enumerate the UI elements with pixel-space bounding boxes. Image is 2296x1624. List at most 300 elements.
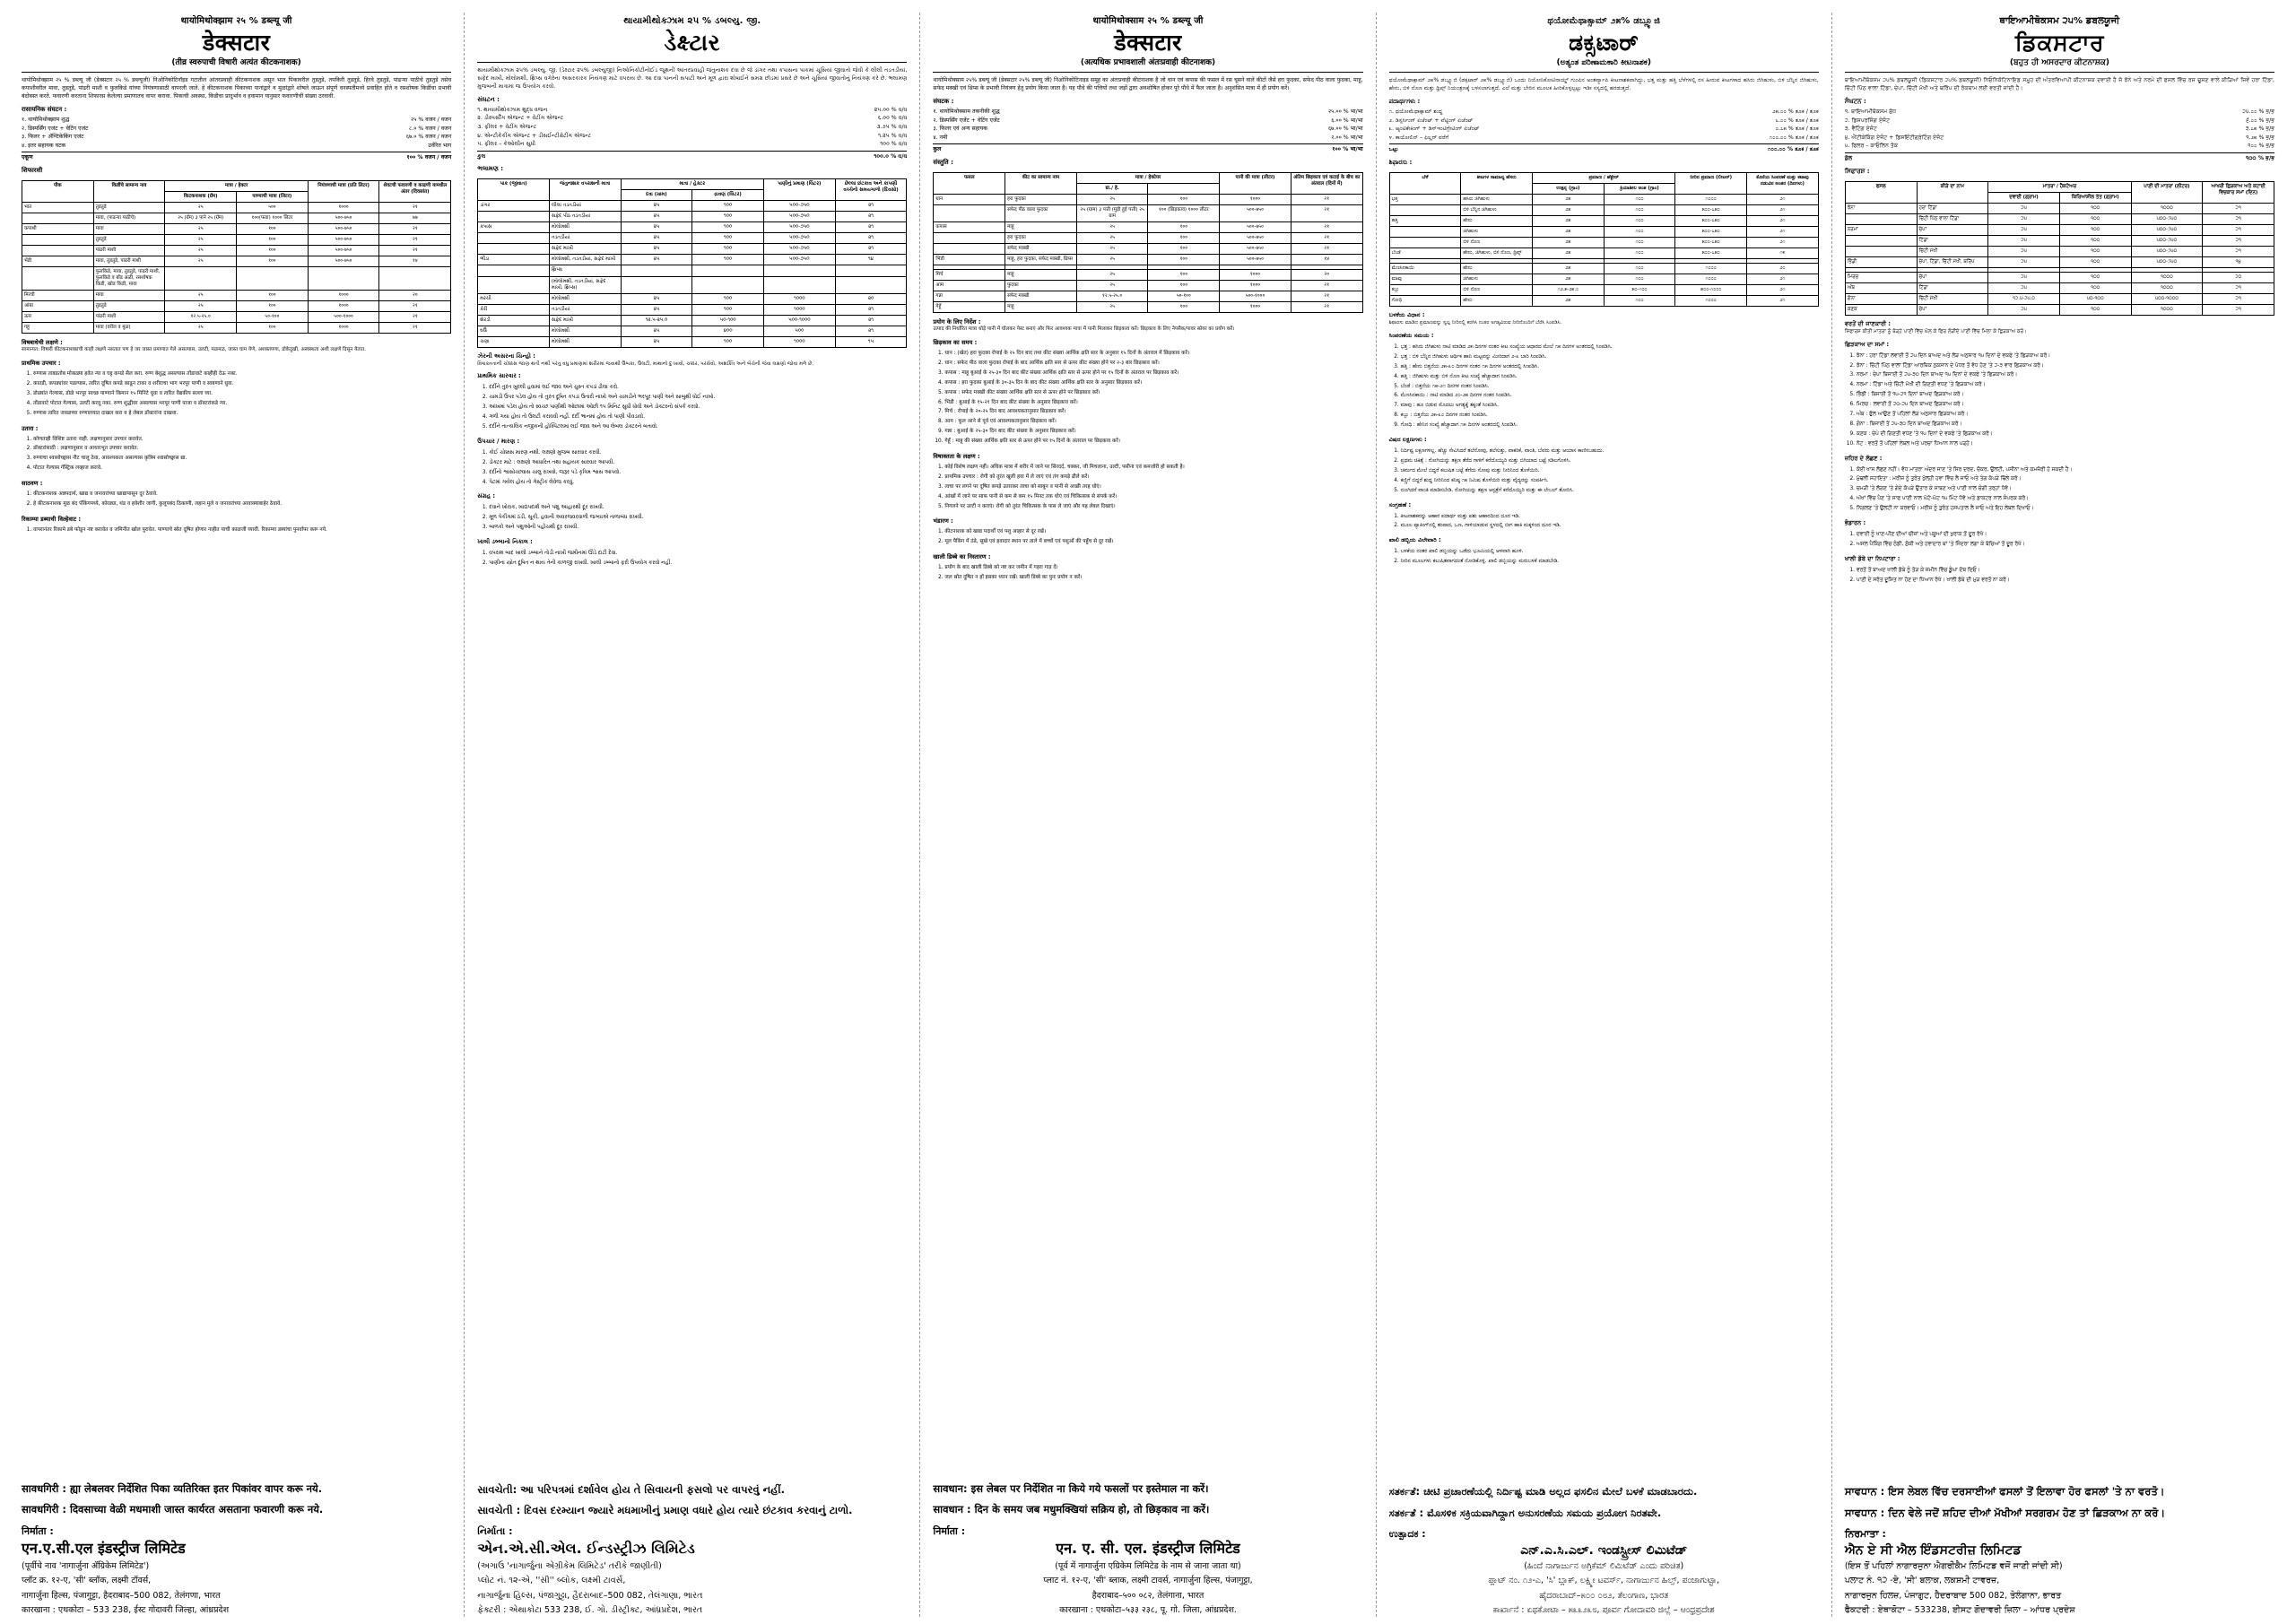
list-item: 3. ਚਮੜੀ 'ਤੇ ਲੱਗਣ 'ਤੇ ਗੰਦੇ ਕੱਪੜੇ ਉਤਾਰ ਕੇ ਸਾਬਣ ਅਤੇ ਪਾਣੀ ਨਾਲ ਚੰਗੀ ਤਰ੍ਹਾਂ ਧੋਵੋ।: [1857, 485, 2274, 492]
cell-water: ૫૦૦-૭૫૦: [763, 244, 835, 255]
list-item: 2. ಭತ್ತ : ಬಿಳಿ ಬೆನ್ನಿನ ಜಿಗಿಹುಳು ಆರ್ಥಿಕ ಹಾನಿ ಮಟ್ಟವನ್ನು ಮೀರಿದಾಗ ೨-೩ ಬಾರಿ ಸಿಂಪಡಿಸಿ.: [1401, 353, 1819, 360]
composition-key: ੨. ਡਿਸਪਰਸਿੰਗ ਏਜੰਟ: [1844, 117, 1891, 124]
product-brand-name: ਡਿਕਸਟਾਰ: [2014, 29, 2104, 56]
cell-phi: [835, 276, 907, 293]
cell-dose: ૧૨.૫-૨૫.૦: [621, 315, 692, 326]
cell-pest: ಹೇನು: [1461, 264, 1533, 274]
cell-phi: २१: [1291, 244, 1362, 255]
cell-ai: ૧૦૦: [692, 336, 764, 347]
cell-phi: ૨૧: [835, 233, 907, 244]
disposal-list: [1389, 548, 1819, 568]
symptoms-title: विषबाधेची लक्षणे :: [22, 339, 63, 347]
composition-key: ੧. ਥਾਇਆਮੀਥੋਕਸਮ ਸ਼ੁੱਧ: [1844, 108, 1897, 115]
cell-pest: મોલોમશી, તડતડીયાં, સફેદ માખી: [549, 255, 621, 265]
cell-pest: माहू: [1005, 222, 1077, 233]
cell-ai: १००: [1148, 302, 1220, 313]
cell-dose: ੧੨.੫-੨੫.੦: [1988, 293, 2060, 304]
table-row: [934, 244, 1362, 255]
cell-ai: ૧૦૦: [692, 222, 764, 233]
th-pest: ਕੀੜੇ ਦਾ ਨਾਮ: [1917, 181, 1988, 203]
cell-pest: पांढरी माशी: [93, 312, 165, 323]
cell-ai: ೧೦೦: [1604, 205, 1675, 216]
th-crop: ಬೆಳೆ: [1389, 173, 1461, 195]
th-phi: ಕೊನೆಯ ಸಿಂಪರಣೆ ಮತ್ತು ಕಟಾವು ನಡುವಿನ ಅಂತರ (ದಿನಗಳು): [1747, 173, 1819, 195]
first-aid-list: [22, 370, 451, 419]
cell-phi: २१: [379, 246, 451, 256]
composition-total-value: ૧૦૦.૦ % વ/વ: [874, 152, 908, 160]
cell-pest: લીલા તડતડીયાં: [549, 201, 621, 212]
manufacturer-address-line: નાગાર્જુના હિલ્સ, પંજાગુટ્ટા, હૈદરાબાદ–500 082, તેલંગાણા, ભારત: [477, 1590, 703, 1601]
warning-line-1: सावधगिरी : ह्या लेबलवर निर्देशित पिका व्यतिरिक्त इतर पिकांवर वापर करू नये.: [22, 1481, 323, 1495]
cell-pest: ಹೇನು, ಜಿಗಿಹುಳು, ಬಿಳಿ ನೊಣ, ಥ್ರಿಪ್ಸ್: [1461, 248, 1533, 259]
symptoms-text: सामान्यत: विषारी कीटकनाशकाची काही लक्षणे नसतात पण हे जर जास्त प्रमाणात गेले असल्यास, उलटी, मळमळ, जास्त घाम येणे, अशक्तपणा, डोकेदुखी, अस्वस्थता अशी लक्षणे दिसून येतात.: [22, 347, 366, 353]
table-row: [478, 326, 907, 336]
cell-pest: ಬಿಳಿ ಬೆನ್ನಿನ ಜಿಗಿಹುಳು: [1461, 205, 1533, 216]
disposal-title: ખાલી ડબ્બાનો નિકાલ :: [477, 538, 533, 546]
product-brand-name: डेक्सटार: [202, 29, 271, 56]
list-item: 1. धान : (खेत) हरा फुदका रोपाई के २५ दिन बाद तथा कीट संख्या आर्थिक क्षति स्तर के अनुसार १५ दिनों के अंतराल में छिड़काव करें।: [944, 350, 1362, 357]
cell-ai: ೧೦೦: [1604, 274, 1675, 285]
cell-pest: पांढरी माशी: [93, 246, 165, 256]
table-header-row: [934, 173, 1362, 184]
composition-value: ६.०० % भा/भा: [1331, 117, 1363, 124]
cell-water: ૧૦૦૦: [763, 293, 835, 304]
composition-key: ૫. ફીલર – કેઓલીન સુધી: [477, 141, 536, 148]
cell-crop: मिरची: [22, 291, 94, 301]
cell-phi: ೨೧: [1747, 227, 1819, 238]
composition-title: ਸੰਘਟਨ :: [1844, 97, 1866, 105]
cell-water: ੧੦੦੦: [2131, 282, 2203, 293]
list-item: 4. ಕಣ್ಣಿಗೆ ಬಿದ್ದರೆ ಶುದ್ಧ ನೀರಿನಿಂದ ಕನಿಷ್ಠ ೧೫ ನಿಮಿಷ ತೊಳೆಯಿರಿ ಮತ್ತು ವೈದ್ಯರನ್ನು ಸಂಪರ್ಕಿಸಿ.: [1401, 477, 1819, 484]
cell-phi: ੨੧: [2203, 282, 2274, 293]
cell-pest: हरा फुदका: [1005, 233, 1077, 244]
cell-phi: ೨೦: [1747, 264, 1819, 274]
composition-key: ૧. થાયામીથોક્ઝામ શુદ્ધ વજન: [477, 106, 548, 113]
cell-ai: १००: [1148, 222, 1220, 233]
cell-crop: ಗೋಧಿ: [1389, 296, 1461, 307]
antidote-list: [477, 449, 907, 489]
column-footer: [933, 1476, 1362, 1617]
product-brand-name: ડેક્ષ્ટાર: [664, 29, 721, 56]
table-row: [1389, 296, 1818, 307]
column-spacer: [1845, 586, 2274, 1476]
th-pest: कीट का सामान्य नाम: [1005, 173, 1077, 195]
manufacturer-label: ಉತ್ಪಾದಕ :: [1388, 1527, 1426, 1540]
cell-dose: ೧೨.೫-೨೫.೦: [1532, 285, 1604, 296]
th-dose: मात्रा / हेक्टेयर: [1076, 173, 1219, 184]
cell-crop: [934, 205, 1005, 222]
cell-ai: ૧૦૦: [692, 244, 764, 255]
symptoms-list: [1845, 466, 2274, 515]
cell-crop: ಮಾವು: [1389, 274, 1461, 285]
cell-phi: २१: [379, 323, 451, 334]
cell-pest: ಜಿಗಿಹುಳು: [1461, 274, 1533, 285]
recommendation-table: [22, 180, 451, 334]
table-body: [1389, 195, 1818, 307]
composition-value: ૧.૨૫ % વ/વ: [878, 132, 908, 139]
list-item: 5. ನುಂಗಿದರೆ ವಾಂತಿ ಮಾಡಿಸಬೇಡಿ. ರೋಗಿಯನ್ನು ತಕ್ಷಣ ಆಸ್ಪತ್ರೆಗೆ ಕರೆದೊಯ್ಯಿರಿ ಮತ್ತು ಈ ಲೇಬಲ್ ತೋರಿಸಿ.: [1401, 487, 1819, 494]
spray-timing-title: ਛਿੜਕਾਅ ਦਾ ਸਮਾਂ :: [1844, 340, 1889, 348]
cell-crop: कपास: [934, 222, 1005, 233]
th-dose-water: દ્રાવણ (લિટર): [692, 190, 764, 201]
cell-phi: ૨૧: [835, 222, 907, 233]
th-water: नियंत्रणाची मात्रा (प्रति लिटर): [308, 181, 379, 203]
list-item: 1. कोणताही विशिष्ट उतारा नाही. लक्षणानुसार उपचार करावेत.: [33, 436, 451, 443]
cell-phi: ੨੧: [2203, 304, 2274, 315]
cell-water: ೧೦೦೦: [1675, 274, 1747, 285]
table-row: [1389, 227, 1818, 238]
th-water: पानी की मात्रा (लीटर): [1220, 173, 1292, 195]
list-item: 5. कपास : सफेद मक्खी कीट संख्या आर्थिक क्षति स्तर से ऊपर होने पर छिड़काव करें।: [944, 389, 1362, 396]
cell-ai: ੧੦੦: [2059, 304, 2131, 315]
composition-value: ೦.೭೫ % ತೂಕ / ತೂಕ: [1775, 126, 1819, 133]
cell-phi: २०: [1291, 270, 1362, 281]
factory-address: ફેક્ટરી : એથાકોટા 533 238, ઈ. ગો. ડીસ્ટ્રીક્ટ, આંધ્રપ્રદેશ, ભારત: [477, 1604, 703, 1615]
cell-pest: તડતડીયાં: [549, 233, 621, 244]
list-item: 1. रुग्णास ताबडतोब मोकळ्या हवेत न्या व घट्ट कपडे सैल करा. रुग्ण बेशुद्ध असल्यास तोंडावाटे काहीही देऊ नका.: [33, 370, 451, 378]
list-item: 1. દર્દીને તુરંત ખુલ્લી હવામાં લઈ જાવ અને ચુસ્ત કપડાં ઢીલા કરો.: [489, 384, 907, 391]
cell-phi: ७७: [379, 213, 451, 224]
table-row: [478, 255, 907, 265]
cell-ai: १००: [1148, 195, 1220, 205]
column-spacer: [477, 569, 907, 1473]
th-dose-water: [1148, 184, 1220, 195]
cell-water: १०००: [1220, 270, 1292, 281]
cell-crop: ಕಬ್ಬು: [1389, 285, 1461, 296]
manufacturer-name: ਐਨ ਏ ਸੀ ਐਲ ਇੰਡਸਟਰੀਜ਼ ਲਿਮਿਟਡ: [1844, 1542, 2022, 1558]
warning-line-1: सावधान: इस लेबल पर निर्देशित ना किये गये फसलों पर इस्तेमाल ना करें।: [933, 1481, 1209, 1495]
th-pest: ಕೀಟಗಳ ಸಾಮಾನ್ಯ ಹೆಸರು: [1461, 173, 1533, 195]
cell-phi: ૨૧: [835, 315, 907, 326]
list-item: 1. ਝੋਨਾ : ਹਰਾ ਟਿੱਡਾ ਲਵਾਈ ਤੋਂ ੨੫ ਦਿਨ ਬਾਅਦ ਅਤੇ ਲੋੜ ਅਨੁਸਾਰ ੧੫ ਦਿਨਾਂ ਦੇ ਵਕਫੇ 'ਤੇ ਛਿੜਕਾਅ ਕਰੋ।: [1857, 352, 2274, 360]
composition-key: ૩. ફીલર + વેટીંગ એજન્ટ: [477, 123, 537, 130]
list-item: 2. धान : सफेद पीठ वाला फुदका रोपाई के बाद आर्थिक क्षति स्तर से ऊपर कीट संख्या होने पर २-३ बार छिड़काव करें।: [944, 360, 1362, 367]
cell-dose: ೨೫: [1532, 264, 1604, 274]
cell-water: ५००-१०००: [308, 312, 379, 323]
composition-value: ੩.೭೫ % ਭ/ਭ: [2245, 126, 2275, 133]
cell-phi: २१: [1291, 281, 1362, 291]
cell-ai: [692, 276, 764, 293]
composition-title: સંઘટન :: [477, 95, 500, 103]
composition-list: [1389, 108, 1819, 154]
cell-dose: ૨૫: [621, 233, 692, 244]
cell-phi: २१: [1291, 195, 1362, 205]
column-header: [477, 16, 907, 58]
cell-ai: ૧૦૦: [692, 304, 764, 315]
cell-water: ੧੦੦੦: [2131, 304, 2203, 315]
th-phi: ਆਖਰੀ ਛਿੜਕਾਅ ਅਤੇ ਕਟਾਈ ਵਿਚਕਾਰ ਸਮਾਂ (ਦਿਨ): [2203, 181, 2274, 203]
product-subtitle: (ਬਹੁਤ ਹੀ ਅਸਰਦਾਰ ਕੀਟਨਾਸ਼ਕ): [2009, 57, 2109, 67]
leaflet-column-punjabi: [1832, 13, 2287, 1617]
composition-value: ६७.०० % भा/भा: [1327, 126, 1363, 133]
leaflet-column-hindi: [920, 13, 1376, 1617]
cell-water: ੫੦੦-੭੫੦: [2131, 224, 2203, 235]
leaflet-column-kannada: [1377, 13, 1832, 1617]
cell-crop: [478, 276, 550, 293]
table-row: [1389, 205, 1818, 216]
column-header: [1845, 16, 2274, 68]
cell-ai: १००(फवा) १००० लिटर: [237, 213, 309, 224]
composition-total-key: ಒಟ್ಟು: [1388, 146, 1399, 153]
list-item: 8. आम : फूल आने से पूर्व एवं आवश्यकतानुसार छिड़काव करें।: [944, 418, 1362, 425]
cell-phi: ૨૧: [835, 201, 907, 212]
composition-key: ४. नमी: [933, 134, 948, 141]
manufacturer-former-name: (અગાઉ 'નાગાર્જુના એગ્રીકેમ લિમિટેડ' તરીકે જાણીતી): [477, 1561, 662, 1571]
cell-pest: ਟਿੱਡਾ: [1917, 282, 1988, 293]
cell-crop: ચણા: [478, 336, 550, 347]
list-item: 1. प्रयोग के बाद खाली डिब्बे को नष्ट कर जमीन में गहरा गाड़ दें।: [944, 564, 1362, 571]
list-item: 1. ਵਰਤੋਂ ਤੋਂ ਬਾਅਦ ਖਾਲੀ ਡੱਬੇ ਨੂੰ ਤੋੜ ਕੇ ਜ਼ਮੀਨ ਵਿੱਚ ਡੂੰਘਾ ਦੱਬ ਦਿਓ।: [1857, 567, 2274, 574]
warning-line-2: सावधान : दिन के समय जब मधुमक्खियां सक्रिय हो, तो छिड़काव ना करें।: [933, 1502, 1210, 1515]
composition-value: २५ % वजन / वजन: [411, 116, 452, 123]
cell-crop: [934, 244, 1005, 255]
cell-phi: २१: [379, 203, 451, 213]
th-dose-product: ग्रा./ हे.: [1076, 184, 1148, 195]
table-row: [478, 276, 907, 293]
cell-dose: ૨૫: [621, 222, 692, 233]
cell-pest: ਚਿੱਟੀ ਮੱਖੀ: [1917, 293, 1988, 304]
cell-pest: तुडतुडे: [93, 203, 165, 213]
table-body: [1845, 203, 2274, 315]
cell-pest: तुडतुडे: [93, 301, 165, 312]
cell-ai: १००: [237, 246, 309, 256]
cell-dose: २५: [165, 256, 237, 267]
cell-crop: ਅੰਬ: [1845, 282, 1917, 293]
cell-phi: ೨೧: [1747, 238, 1819, 248]
manufacturer-label: निर्माता :: [933, 1525, 966, 1538]
cell-water: ५००-७५०: [308, 246, 379, 256]
composition-key: १. थायोमिथोक्साम तकनीकी शुद्ध: [933, 108, 1000, 115]
composition-value: २.०० % भा/भा: [1331, 134, 1363, 141]
th-dose-ai: ਕਿਰਿਆਸ਼ੀਲ ਤੱਤ (ਗ੍ਰਾਮ): [2059, 192, 2131, 203]
table-row: [478, 201, 907, 212]
recommendation-title: शिफारशी: [22, 167, 43, 174]
manufacturer-address-line: हैदराबाद–५०० ०८२, तेलंगाना, भारत: [1091, 1590, 1205, 1601]
intro-paragraph: ಥಯೋಮೆಥಾಕ್ಸಾಮ್ ೨೫% ಡಬ್ಲ್ಯೂಜಿ (ಡಕ್ಸಟಾರ್ ೨೫% ಡಬ್ಲ್ಯೂಜಿ) ಒಂದು ನಿಯೋನಿಕೋಟಿನಾಯ್ಡ್ ಗುಂಪಿನ ಅಂತರ್ವ್ಯಾಪಿ ಕೀಟನಾಶಕವಾಗಿದ್ದು, ಭತ್ತ ಮತ್ತು ಹತ್ತಿ ಬೆಳೆಗಳಲ್ಲಿ ರಸ ಹೀರುವ ಕೀಟಗಳಾದ ಹಸಿರು ಜಿಗಿಹುಳು, ಬಿಳಿ ಬೆನ್ನಿನ ಜಿಗಿಹುಳು, ಹೇನು, ಬಿಳಿ ನೊಣ ಮತ್ತು ಥ್ರಿಪ್ಸ್ ನಿಯಂತ್ರಣಕ್ಕೆ ಬಳಸಲಾಗುತ್ತದೆ. ಎಲೆ ಮತ್ತು ಬೇರಿನ ಮೂಲಕ ಹೀರಿಕೊಳ್ಳಲ್ಪಟ್ಟು ಇಡೀ ಸಸ್ಯದಲ್ಲಿ ಹರಡುತ್ತದೆ.: [1388, 77, 1819, 91]
cell-water: १०००: [1220, 195, 1292, 205]
list-item: 4. ਅੱਖਾਂ ਵਿੱਚ ਪੈਣ 'ਤੇ ਸਾਫ ਪਾਣੀ ਨਾਲ ਘੱਟੋ-ਘੱਟ ੧੫ ਮਿੰਟ ਧੋਵੋ ਅਤੇ ਡਾਕਟਰ ਨਾਲ ਸੰਪਰਕ ਕਰੋ।: [1857, 495, 2274, 502]
antidote-title: ઉપચાર / મારણ :: [477, 437, 520, 445]
th-crop: ਫਸਲ: [1845, 181, 1917, 203]
table-row: [22, 203, 451, 213]
table-row: [1845, 235, 2274, 246]
table-row: [1845, 282, 2274, 293]
list-item: 5. ಬೆಂಡೆ : ಬಿತ್ತನೆಯ ೧೫-೨೧ ದಿನಗಳ ನಂತರ ಸಿಂಪಡಿಸಿ.: [1401, 383, 1819, 390]
intro-paragraph: ਥਾਇਆਮੀਥੋਕਸਮ ੨੫% ਡਬਲਯੂਜੀ (ਡਿਕਸਟਾਰ ੨੫% ਡਬਲਯੂਜੀ) ਨਿਓਨਿਕੋਟਿਨਾਇਡ ਸਮੂਹ ਦੀ ਅੰਤਰਵਿਆਪੀ ਕੀਟਨਾਸ਼ਕ ਦਵਾਈ ਹੈ ਜੋ ਝੋਨੇ ਅਤੇ ਨਰਮੇ ਦੀ ਫਸਲ ਵਿੱਚ ਰਸ ਚੂਸਣ ਵਾਲੇ ਕੀੜਿਆਂ ਜਿਵੇਂ ਹਰਾ ਟਿੱਡਾ, ਚਿੱਟੀ ਪਿੱਠ ਵਾਲਾ ਟਿੱਡਾ, ਚੇਪਾ, ਚਿੱਟੀ ਮੱਖੀ ਅਤੇ ਥਰਿੱਪ ਦੀ ਰੋਕਥਾਮ ਲਈ ਵਰਤੀ ਜਾਂਦੀ ਹੈ।: [1844, 77, 2275, 91]
manufacturer-address-line: પ્લોટ નં. ૧૨-એ, ''સી'' બ્લોક, લક્ષ્મી ટાવર્સ,: [477, 1576, 626, 1586]
cell-pest: મોલોમશી: [549, 336, 621, 347]
list-item: 3. डोळ्यांत गेल्यास, डोळे भरपूर स्वच्छ पाण्याने किमान १५ मिनिटे धुवा व त्वरित वैद्यकीय सल्ला घ्या.: [33, 390, 451, 397]
table-body: [478, 201, 907, 347]
list-item: 7. मिर्च : रोपाई के २०-२५ दिन बाद आवश्यकतानुसार छिड़काव करें।: [944, 408, 1362, 415]
cell-ai: १००: [1148, 233, 1220, 244]
column-footer: [1845, 1479, 2274, 1617]
manufacturer-name: ಎನ್.ಎ.ಸಿ.ಎಲ್. ಇಂಡಸ್ಟ್ರೀಸ್ ಲಿಮಿಟೆಡ್: [1520, 1542, 1688, 1558]
product-subtitle: (तीव्र स्वरुपाची विषारी अत्यंत कीटकनाशक): [171, 57, 301, 67]
cell-dose: ૨૫: [621, 304, 692, 315]
cell-pest: ਚੇਪਾ: [1917, 272, 1988, 282]
cell-water: [763, 265, 835, 276]
list-item: 9. गन्ना : बुआई के २५-३० दिन बाद कीट संख्या के अनुसार छिड़काव करें।: [944, 428, 1362, 435]
composition-value: २५.०० % भा/भा: [1327, 108, 1363, 115]
cell-phi: २१: [1291, 205, 1362, 222]
first-aid-list: [477, 384, 907, 432]
list-item: 3. त्वचा पर लगने पर दूषित कपड़े उतारकर त्वचा को साबुन व पानी से अच्छी तरह धोएं।: [944, 483, 1362, 491]
table-row: [1845, 304, 2274, 315]
cell-water: ૧૦૦૦: [763, 336, 835, 347]
list-item: 5. रुग्णास त्वरित जवळच्या रुग्णालयात दाखल करा व हे लेबल डॉक्टरांना दाखवा.: [33, 410, 451, 417]
spray-timing-list: [1389, 343, 1819, 431]
cell-ai: ੫੦-੧੦੦: [2059, 293, 2131, 304]
cell-water: १०००: [1220, 281, 1292, 291]
warning-line-2: सावधगिरी : दिवसाच्या वेळी मधमाशी जास्त कार्यरत असताना फवारणी करू नये.: [22, 1502, 324, 1515]
cell-phi: ૨૦: [835, 293, 907, 304]
column-header: [22, 16, 451, 68]
cell-water: [308, 267, 379, 291]
table-header-row: [1845, 181, 2274, 192]
list-item: 2. मूल पैकिंग में ठंडे, सूखे एवं हवादार स्थान पर ताले में बच्चों एवं पशुओं की पहुँच से दूर रखें।: [944, 538, 1362, 545]
cell-dose: २५: [165, 235, 237, 246]
table-row: [22, 213, 451, 224]
cell-ai: १००: [237, 224, 309, 235]
cell-pest: (મોલોમશી, તડતડીયાં, સફેદ માખી, થ્રિપ્સ): [549, 276, 621, 293]
disposal-title: ಖಾಲಿ ಡಬ್ಬಿಯ ವಿಲೇವಾರಿ :: [1388, 536, 1441, 544]
cell-crop: आंबा: [22, 301, 94, 312]
composition-key: ૨. ડીસ્પર્સીંગ એજન્ટ + વેટીંગ એજન્ટ: [477, 115, 564, 122]
list-item: 1. વપરાશ બાદ ખાલી ડબ્બાને તોડી નાખી જમીનમાં ઊંડે દાટી દેવા.: [489, 550, 907, 557]
composition-value: उर्वरित भाग: [428, 142, 452, 149]
table-row: [478, 293, 907, 304]
list-item: 3. ಹತ್ತಿ : ಹೇನು ಬಿತ್ತನೆಯ ೨೫-೩೦ ದಿನಗಳ ನಂತರ ೧೫ ದಿನಗಳ ಅಂತರದಲ್ಲಿ ಸಿಂಪಡಿಸಿ.: [1401, 363, 1819, 370]
symptoms-title: ವಿಷದ ಲಕ್ಷಣಗಳು :: [1388, 436, 1427, 444]
cell-dose: ૨૫: [621, 212, 692, 222]
cell-crop: [478, 244, 550, 255]
cell-ai: ೧೦೦: [1604, 227, 1675, 238]
cell-pest: मावा: [93, 224, 165, 235]
composition-key: ३. फिलर एवं अन्य सहायक: [933, 126, 987, 133]
cell-dose: १२.५-२५.०: [165, 312, 237, 323]
cell-crop: [1389, 227, 1461, 238]
list-item: 3. આંખમાં પડેલ હોય તો સ્વચ્છ પાણીથી ઓછામાં ઓછી ૧૫ મિનિટ સુધી ધોવી અને ડોક્ટરનો સંપર્ક કરવો.: [489, 404, 907, 411]
composition-value: ੧೦೦ % ਭ/ਭ: [2248, 143, 2275, 150]
cell-phi: ૨૧: [835, 244, 907, 255]
storage-title: ਭੰਡਾਰਨ :: [1844, 519, 1866, 526]
list-item: 4. तोंडावाटे पोटात गेल्यास, उलटी करवू नका. रुग्ण शुद्धीवर असल्यास भरपूर पाणी पाजा व डॉक्टरांकडे न्या.: [33, 400, 451, 407]
composition-key: २. डिस्पर्सिंग एजेंट + वेटिंग एजेंट: [933, 117, 1000, 124]
manufacturer-address-line: ಪ್ಲಾಟ್ ನಂ. ೧೨-ಎ, 'ಸಿ' ಬ್ಲಾಕ್, ಲಕ್ಷ್ಮೀ ಟವರ್ಸ್, ನಾಗಾರ್ಜುನ ಹಿಲ್ಸ್, ಪಂಜಾಗುಟ್ಟಾ,: [1488, 1576, 1719, 1586]
composition-value: ૬.૦૦ % વ/વ: [877, 115, 908, 122]
cell-dose: २५: [1076, 255, 1148, 265]
composition-total-key: एकूण: [22, 154, 33, 161]
cell-crop: [478, 265, 550, 276]
cell-ai: ੧੦੦: [2059, 256, 2131, 267]
cell-phi: ੨੧: [2203, 246, 2274, 256]
list-item: 8. ਗੰਨਾ : ਬਿਜਾਈ ਤੋਂ ੨੫-੩੦ ਦਿਨ ਬਾਅਦ ਛਿੜਕਾਅ ਕਰੋ।: [1857, 421, 2274, 428]
manufacturer-label: निर्माता :: [22, 1525, 54, 1538]
list-item: 1. कीटनाशक को खाद्य पदार्थों एवं पशु आहार से दूर रखें।: [944, 528, 1362, 535]
antidote-list: [22, 436, 451, 475]
cell-ai: १००: [1148, 244, 1220, 255]
cell-ai: ૫૦-૧૦૦: [692, 315, 764, 326]
cell-pest: ਚਿੱਟੀ ਮੱਖੀ: [1917, 246, 1988, 256]
antidote-title: विषाक्तता के लक्षण :: [933, 452, 980, 460]
cell-pest: सफेद मक्खी: [1005, 291, 1077, 302]
cell-dose: ੨੫: [1988, 203, 2060, 213]
table-row: [1389, 264, 1818, 274]
symptoms-title: ઝેરની અસરના ચિન્હો :: [477, 352, 535, 360]
cell-water: ೫೦೦-೧೦೦೦: [1675, 285, 1747, 296]
storage-title: સંગ્રહ :: [477, 492, 495, 500]
th-phi: शेवटची फवारणी व काढणी यामधील अंतर (दिवसांत): [379, 181, 451, 203]
first-aid-title: प्राथमिक उपचार :: [22, 360, 61, 368]
cell-dose: ૨૫: [621, 293, 692, 304]
cell-ai: [237, 267, 309, 291]
cell-dose: ೨೫: [1532, 248, 1604, 259]
manufacturer-address-line: ಹೈದರಾಬಾದ್–೫೦೦ ೦೮೨, ತೆಲಂಗಾಣ, ಭಾರತ: [1539, 1590, 1669, 1601]
cell-dose: ೨೫: [1532, 227, 1604, 238]
manufacturer-address-line: नागार्जुना हिल्स, पंजागुट्टा, हैदराबाद–500 082, तेलंगणा, भारत: [22, 1590, 221, 1601]
intro-paragraph: थायोमिथोक्साम २५% डब्ल्यू जी (डेक्सटार २५% डब्ल्यू जी) निओनिकोटिनाइड समूह का अंतःप्रवाही कीटनाशक है जो धान एवं कपास की फसल में रस चूसने वाले कीटों जैसे हरा फुदका, सफेद पीठ वाला फुदका, माहू, सफेद मक्खी एवं थ्रिप्स के प्रभावी नियंत्रण हेतु प्रयोग किया जाता है। यह पौधे की पत्तियों तथा जड़ों द्वारा अवशोषित होकर पूरे पौधे में फैल जाता है। अनुशंसित मात्रा में ही प्रयोग करें।: [933, 77, 1363, 91]
table-row: [22, 256, 451, 267]
cell-water: ५००-७५०: [1220, 205, 1292, 222]
table-row: [478, 304, 907, 315]
cell-ai: ೧೦೦: [1604, 195, 1675, 205]
symptoms-text: उत्पाद की निर्धारित मात्रा थोड़े पानी में घोलकर पेस्ट बनाएं और फिर आवश्यक मात्रा में पानी मिलाकर छिड़काव करें। छिड़काव के लिए नेपसैक/पावर स्प्रेयर का प्रयोग करें।: [933, 326, 1235, 333]
cell-phi: ೨೧: [1747, 216, 1819, 227]
usage-title: ಬಳಕೆಯ ವಿಧಾನ :: [1388, 311, 1425, 319]
composition-value: ૧૦૦ % વ/વ: [880, 141, 908, 148]
list-item: 8. ಕಬ್ಬು : ಬಿತ್ತನೆಯ ೨೫-೩೦ ದಿನಗಳ ನಂತರ ಸಿಂಪಡಿಸಿ.: [1401, 412, 1819, 419]
cell-phi: २१: [1291, 302, 1362, 313]
cell-phi: १४: [1291, 255, 1362, 265]
list-item: 7. ਅੰਬ : ਫੁੱਲ ਆਉਣ ਤੋਂ ਪਹਿਲਾਂ ਲੋੜ ਅਨੁਸਾਰ ਛਿੜਕਾਅ ਕਰੋ।: [1857, 411, 2274, 418]
cell-pest: ਟਿੱਡਾ: [1917, 235, 1988, 246]
table-row: [478, 336, 907, 347]
cell-phi: ੨੧: [2203, 293, 2274, 304]
cell-water: ੫੦੦-੭੫੦: [2131, 246, 2203, 256]
cell-pest: ಹೇನು: [1461, 296, 1533, 307]
list-item: 2. ਪਾਣੀ ਦੇ ਸਰੋਤ ਦੂਸ਼ਿਤ ਨਾ ਹੋਣ ਦਾ ਧਿਆਨ ਰੱਖੋ। ਖਾਲੀ ਡੱਬੇ ਦੀ ਮੁੜ ਵਰਤੋਂ ਨਾ ਕਰੋ।: [1857, 577, 2274, 584]
composition-total-key: कुल: [933, 146, 942, 153]
cell-water: ૫૦૦-૭૫૦: [763, 201, 835, 212]
recommendation-title: संस्तुति :: [933, 159, 953, 167]
header-divider: [1389, 72, 1819, 73]
list-item: 3. कपास : माहू बुआई के २५-३० दिन बाद कीट संख्या आर्थिक क्षति स्तर से ऊपर होने पर १५ दिनों के अंतराल पर छिड़काव करें।: [944, 369, 1362, 377]
cell-pest: ਚੇਪਾ: [1917, 304, 1988, 315]
product-concentration: થાયામીથોક્ઝામ ૨૫ % ડબલ્યુ. જી.: [623, 16, 761, 26]
cell-phi: ੨੧: [2203, 224, 2274, 235]
warning-line-2: ಸತರ್ಕತೆ : ಮೊಸಳಿಕ ಸಕ್ರಿಯವಾಗಿದ್ದಾಗ ಅನುಸರಣೆಯ ಸಮಯ ಪ್ರಯೋಗ ನಿರತವೇ.: [1388, 1506, 1662, 1519]
cell-ai: ૧૦૦: [692, 255, 764, 265]
cell-crop: गन्ना: [934, 291, 1005, 302]
manufacturer-name: एन.ए.सी.एल इंडस्ट्रीज लिमिटेड: [22, 1540, 186, 1558]
cell-phi: ੨੧: [2203, 203, 2274, 213]
th-water: ਪਾਣੀ ਦੀ ਮਾਤਰਾ (ਲੀਟਰ): [2131, 181, 2203, 203]
cell-phi: ೨೧: [1747, 274, 1819, 285]
storage-title: भंडारण :: [933, 517, 953, 525]
th-dose: मात्रा / हेक्टर: [165, 181, 308, 192]
disposal-list: [1845, 567, 2274, 586]
cell-water: ૫૦૦-૭૫૦: [763, 212, 835, 222]
cell-ai: १००: [237, 235, 309, 246]
storage-list: [1845, 531, 2274, 551]
product-concentration: थायोमिथोक्साम २५ % डब्ल्यू जी: [1092, 16, 1204, 26]
table-body: [22, 203, 451, 334]
list-item: 4. कपास : हरा फुदका बुआई के ३०-३५ दिन के बाद कीट संख्या आर्थिक क्षति स्तर के अनुसार छिड़काव करें।: [944, 379, 1362, 386]
table-row: [934, 281, 1362, 291]
cell-pest: સફેદ માખી: [549, 315, 621, 326]
th-crop: पीक: [22, 181, 94, 203]
